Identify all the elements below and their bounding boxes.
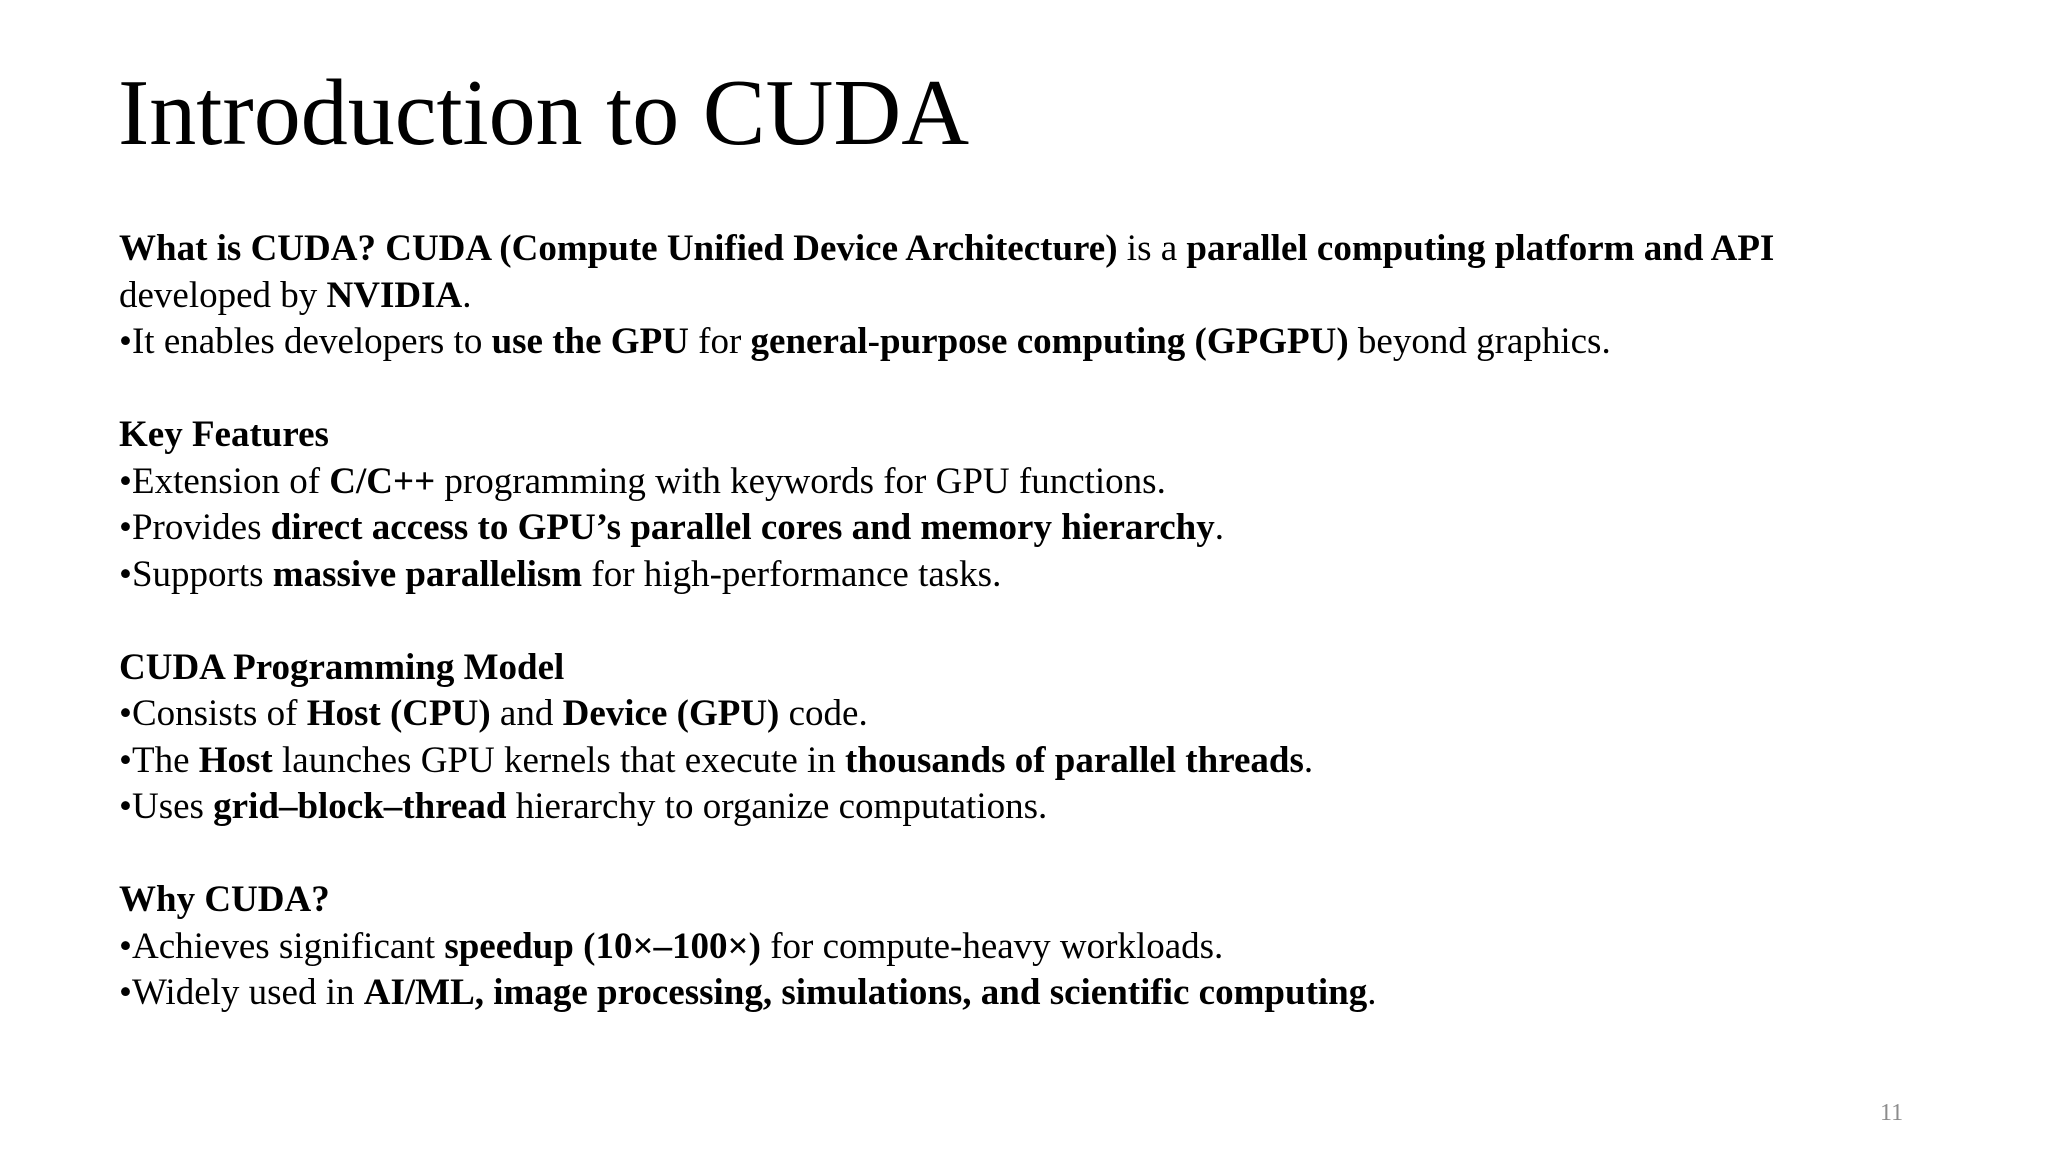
section-heading-why-cuda: Why CUDA? (119, 879, 330, 920)
intro-full-name: CUDA (Compute Unified Device Architecture) (385, 228, 1118, 269)
bullet-icon: • (119, 786, 132, 827)
bullet-icon: • (119, 507, 132, 548)
list-item: •Consists of Host (CPU) and Device (GPU) code. (119, 693, 868, 734)
bullet-icon: • (119, 321, 132, 362)
page-number: 11 (1880, 1100, 1904, 1126)
list-item: •Extension of C/C++ programming with keywords for GPU functions. (119, 460, 1166, 502)
list-item: •Achieves significant speedup (10×–100×) for compute-heavy workloads. (119, 925, 1224, 967)
list-item: •It enables developers to use the GPU for general-purpose computing (GPGPU) beyond graphics. (119, 321, 1611, 362)
intro-question: What is CUDA? (119, 228, 376, 269)
intro-line-2: developed by NVIDIA. (119, 274, 472, 316)
list-item: •The Host launches GPU kernels that execute in thousands of parallel threads. (119, 739, 1314, 781)
slide-title: Introduction to CUDA (118, 61, 970, 165)
list-item: •Widely used in AI/ML, image processing, simulations, and scientific computing. (119, 972, 1377, 1013)
bullet-icon: • (119, 460, 132, 502)
intro-vendor: NVIDIA (326, 274, 463, 316)
section-heading-programming-model: CUDA Programming Model (119, 646, 565, 688)
intro-platform: parallel computing platform and API (1186, 228, 1775, 269)
intro-line-1: What is CUDA? CUDA (Compute Unified Device Architecture) is a parallel computing platform and API (119, 228, 1775, 269)
spacer (119, 598, 1939, 645)
section-heading-key-features: Key Features (119, 414, 329, 455)
spacer (119, 366, 1939, 413)
bullet-icon: • (119, 553, 132, 595)
bullet-icon: • (119, 693, 132, 734)
bullet-icon: • (119, 925, 132, 967)
list-item: •Uses grid–block–thread hierarchy to organize computations. (119, 786, 1048, 827)
spacer (119, 831, 1939, 878)
slide-body (119, 226, 1939, 1017)
list-item: •Provides direct access to GPU’s parallel cores and memory hierarchy. (119, 507, 1224, 548)
bullet-icon: • (119, 972, 132, 1013)
bullet-icon: • (119, 739, 132, 781)
list-item: •Supports massive parallelism for high-performance tasks. (119, 553, 1002, 595)
